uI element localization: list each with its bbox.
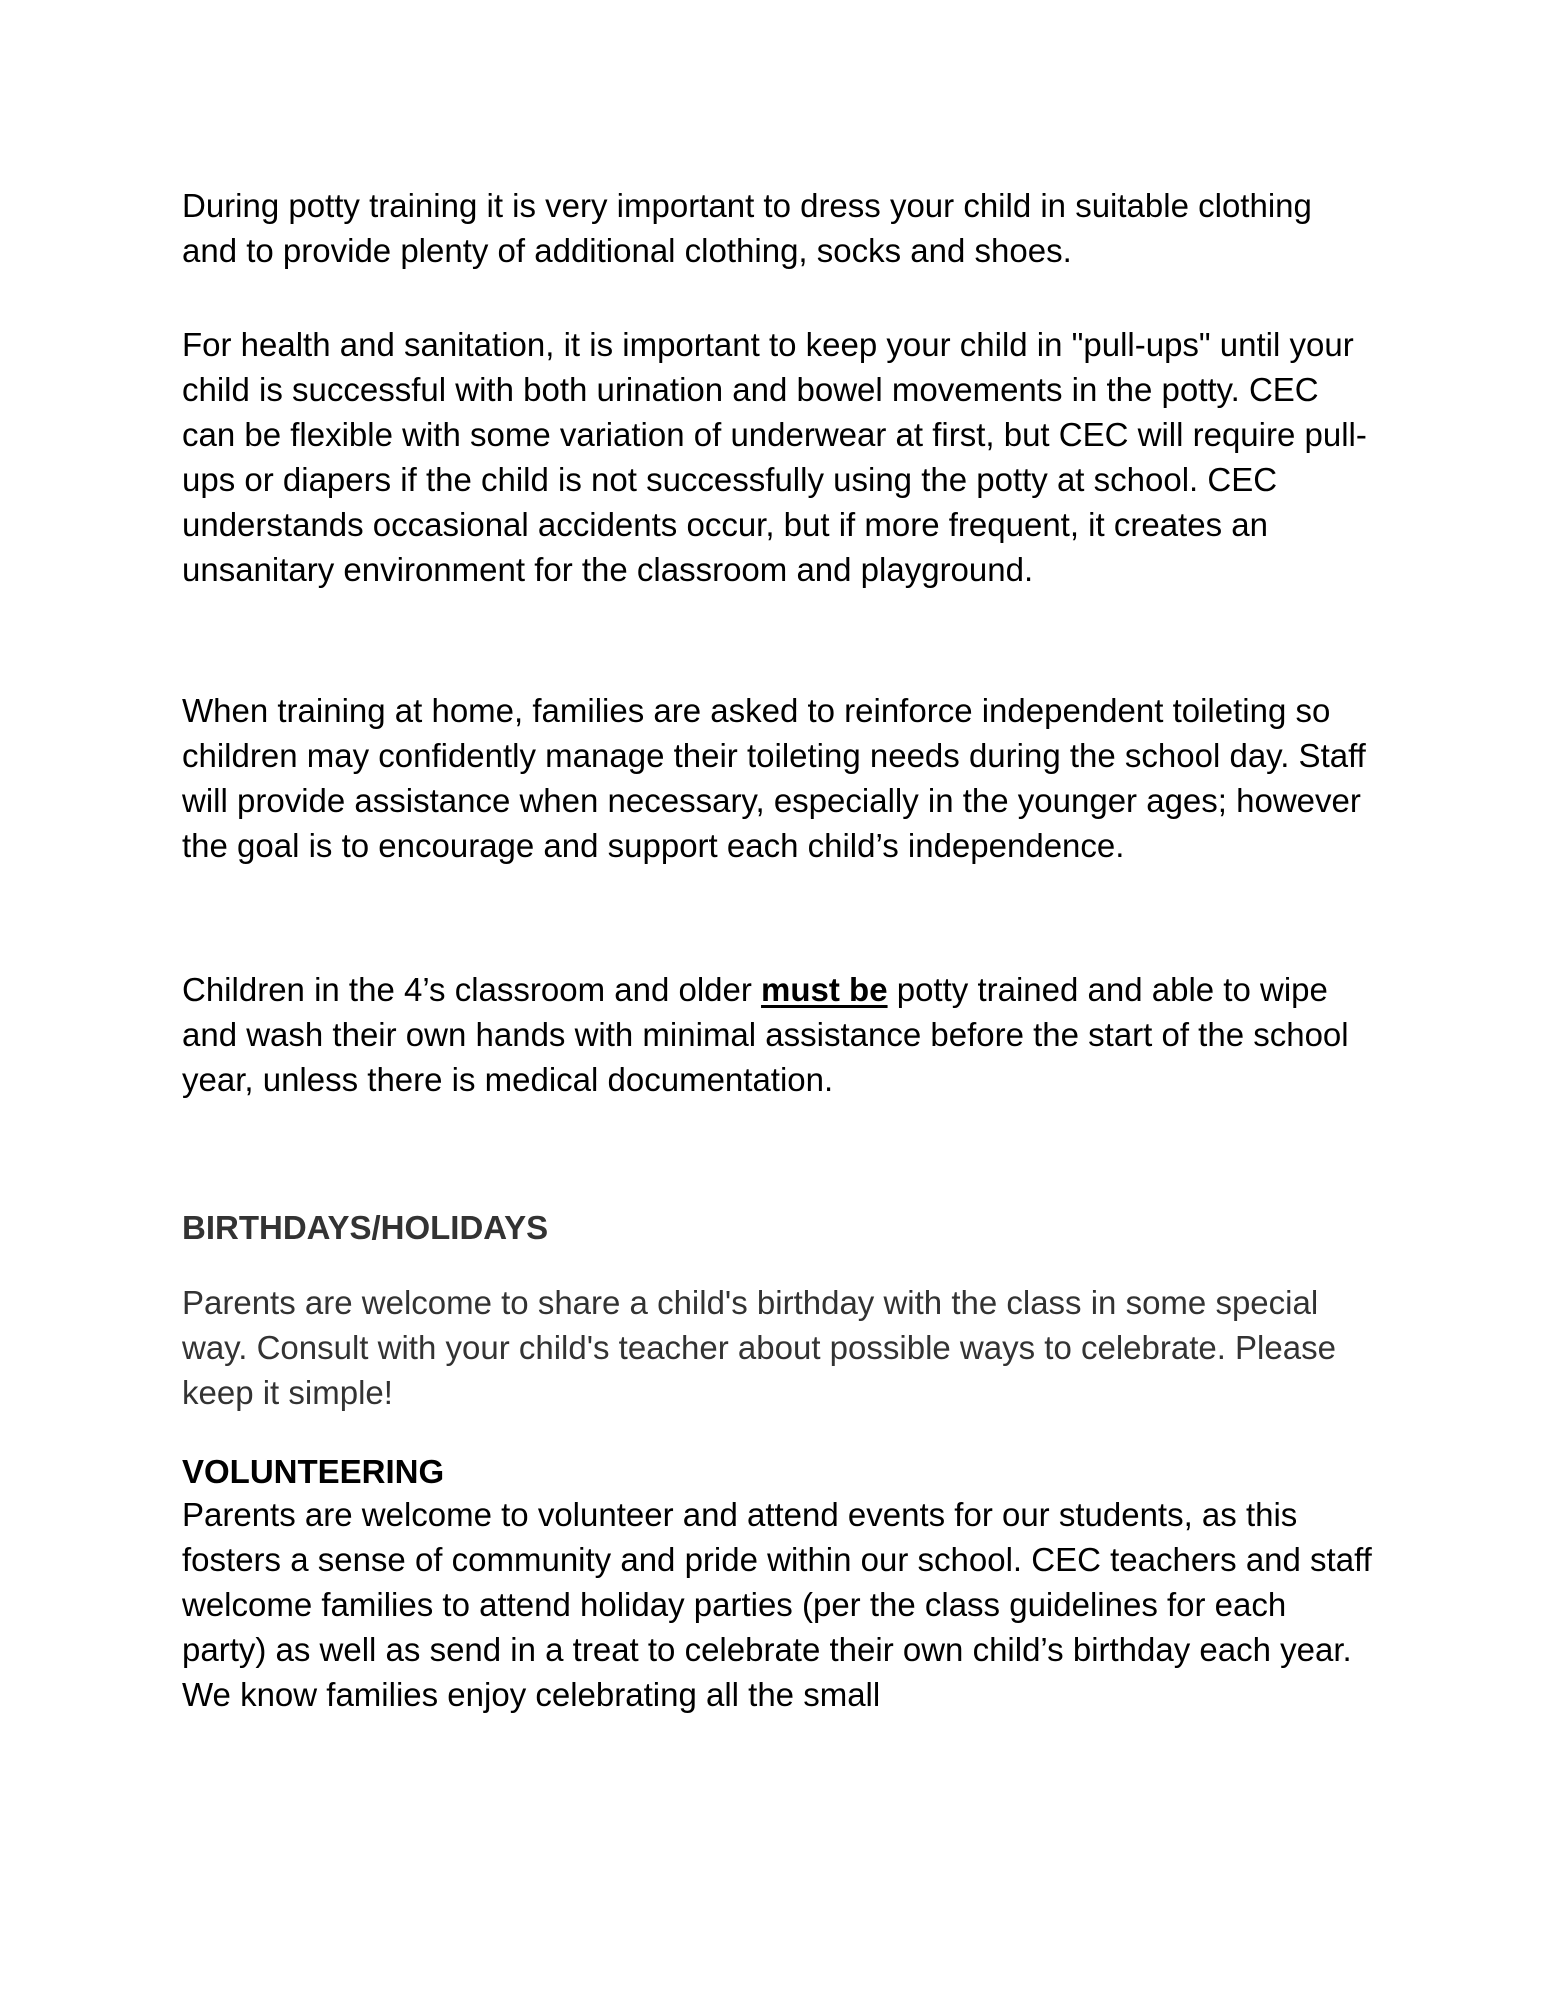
must-be-emphasis: must be xyxy=(761,971,888,1008)
volunteering-paragraph: Parents are welcome to volunteer and attend events for our students, as this fosters a sense of community and pride within our school. CEC teachers and staff welcome families to attend holiday parties (per the class guidelines for each party) as well as send in a treat to celebrate their own child’s birthday each year. We know families enjoy celebrating all the small xyxy=(182,1496,1372,1713)
birthdays-paragraph: Parents are welcome to share a child's birthday with the class in some special way. Consult with your child's teacher about possible ways to celebrate. Please keep it simple! xyxy=(182,1284,1336,1411)
home-training-paragraph: When training at home, families are asked to reinforce independent toileting so children may confidently manage their toileting needs during the school day. Staff will provide assistance when necessary, especially in the younger ages; however the goal is to encourage and support each child’s independence. xyxy=(182,692,1366,864)
fours-paragraph-rest: potty trained and able to wipe and wash their own hands with minimal assistance before the start of the school year, unless there is medical documentation. xyxy=(182,971,1349,1098)
birthdays-holidays-heading: BIRTHDAYS/HOLIDAYS xyxy=(182,1209,549,1246)
volunteering-heading: VOLUNTEERING xyxy=(182,1453,445,1490)
pull-ups-paragraph: For health and sanitation, it is important to keep your child in "pull-ups" until your child is successful with both urination and bowel movements in the potty. CEC can be flexible with some variation of underwear at first, but CEC will require pull-ups or diapers if the child is not successfully using the potty at school. CEC understands occasional accidents occur, but if more frequent, it creates an unsanitary environment for the classroom and playground. xyxy=(182,326,1367,588)
potty-clothing-paragraph: During potty training it is very important to dress your child in suitable clothing and to provide plenty of additional clothing, socks and shoes. xyxy=(182,187,1312,269)
fours-paragraph-lead: Children in the 4’s classroom and older xyxy=(182,971,762,1008)
fours-classroom-paragraph xyxy=(182,967,1372,1102)
